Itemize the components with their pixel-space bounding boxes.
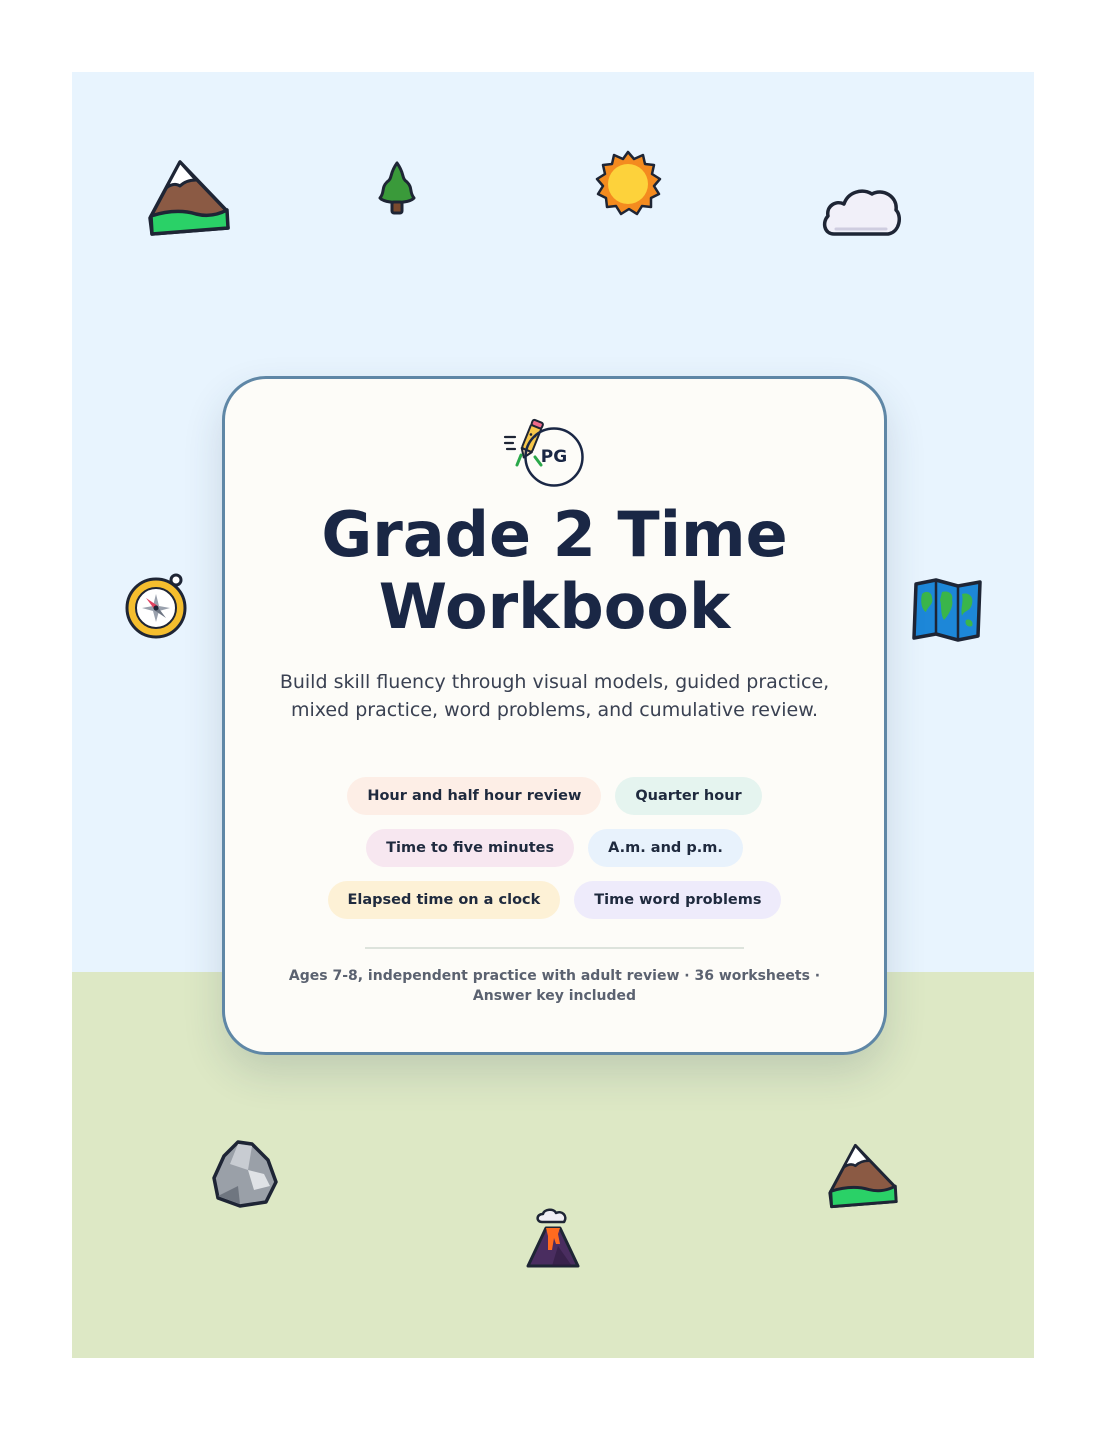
rock-icon: [208, 1138, 280, 1210]
world-map-icon: [910, 576, 986, 646]
topic-chip: A.m. and p.m.: [588, 829, 743, 867]
cloud-icon: [820, 182, 902, 240]
divider: [365, 947, 744, 949]
topic-row: [255, 777, 854, 815]
topic-row: [255, 881, 854, 919]
volcano-icon: [524, 1208, 582, 1272]
topic-chip: Hour and half hour review: [347, 777, 601, 815]
workbook-meta: Ages 7-8, independent practice with adult review · 36 worksheets · Answer key included: [288, 968, 821, 1004]
page-title: Grade 2 Time Workbook: [321, 498, 788, 643]
cover-card: [222, 376, 887, 1055]
mountain-icon: [826, 1142, 900, 1210]
subtitle: Build skill fluency through visual models, guided practice, mixed practice, word problems, and cumulative review.: [279, 671, 830, 721]
sun-icon: [594, 150, 662, 218]
topic-row: [255, 829, 854, 867]
logo-text: PG: [540, 447, 568, 467]
topic-chip: Time to five minutes: [366, 829, 574, 867]
mountain-icon: [146, 158, 232, 238]
topic-list: [255, 777, 854, 933]
pine-tree-icon: [375, 160, 419, 216]
topic-chip: Time word problems: [574, 881, 781, 919]
pg-logo: [503, 415, 589, 491]
topic-chip: Elapsed time on a clock: [328, 881, 561, 919]
compass-icon: [124, 570, 190, 642]
topic-chip: Quarter hour: [615, 777, 761, 815]
